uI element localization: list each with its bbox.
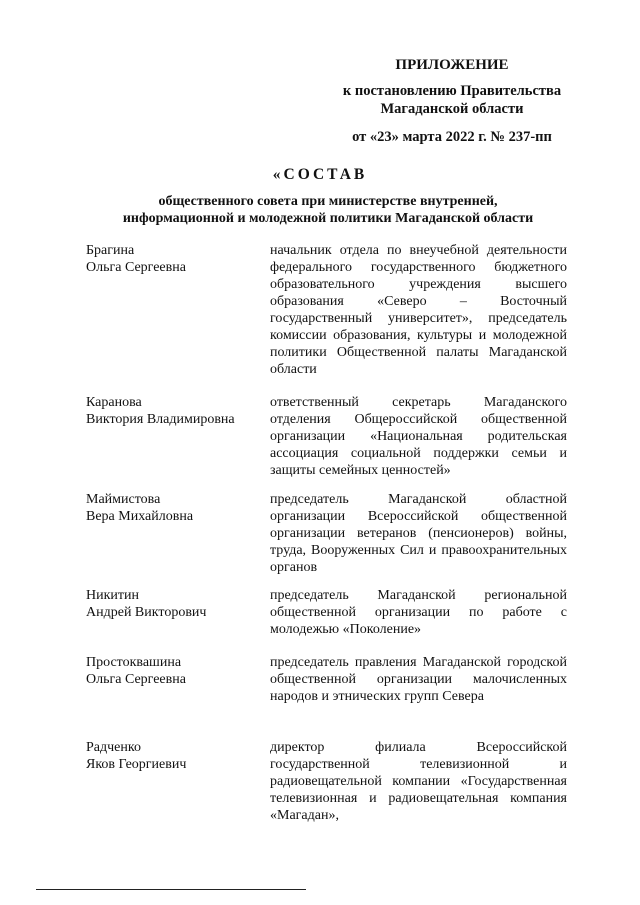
- member-role: председатель Магаданской региональной общественной организации по работе с молодежью «Поколение»: [270, 588, 567, 637]
- member-role: директор филиала Всероссийской государственной телевизионной и радиовещательной компании «Государственная телевизионная и радиовещательная компания «Магадан»,: [270, 740, 567, 823]
- member-given-name: Ольга Сергеевна: [86, 672, 186, 687]
- member-name: [86, 394, 261, 428]
- member-surname: Радченко: [86, 740, 141, 755]
- member-entry: [86, 491, 572, 587]
- document-subtitle: [80, 193, 576, 227]
- member-entry: [86, 394, 572, 491]
- member-name: [86, 739, 261, 773]
- member-entry: [86, 654, 572, 739]
- member-surname: Маймистова: [86, 492, 161, 507]
- member-entry: [86, 587, 572, 654]
- member-name: [86, 491, 261, 525]
- subtitle-line-2: информационной и молодежной политики Магаданской области: [122, 211, 534, 226]
- subtitle-line-1: общественного совета при министерстве внутренней,: [158, 194, 498, 209]
- member-surname: Каранова: [86, 395, 142, 410]
- appendix-date: от «23» марта 2022 г. № 237-пп: [352, 128, 552, 145]
- member-given-name: Виктория Владимировна: [86, 412, 235, 427]
- appendix-title: ПРИЛОЖЕНИЕ: [395, 57, 509, 73]
- appendix-line-1: к постановлению Правительства: [342, 82, 562, 99]
- member-entry: [86, 739, 572, 824]
- member-name: [86, 654, 261, 688]
- member-role: председатель Магаданской областной организации Всероссийской общественной организации ветеранов (пенсионеров) войны, труда, Вооруженных Сил и правоохранительных органов: [270, 492, 567, 575]
- member-given-name: Вера Михайловна: [86, 509, 194, 524]
- member-given-name: Андрей Викторович: [86, 605, 207, 620]
- member-role: ответственный секретарь Магаданского отделения Общероссийской общественной организации «Национальная родительская ассоциация социальной поддержки семьи и защиты семейных ценностей»: [270, 395, 567, 478]
- member-name: [86, 242, 261, 276]
- member-surname: Брагина: [86, 243, 135, 258]
- member-role: начальник отдела по внеучебной деятельности федерального государственного бюджетного образовательного учреждения высшего образования «Северо – Восточный государственный университет», председатель комиссии образования, культуры и молодежной политики Общественной палаты Магаданской области: [270, 243, 567, 377]
- member-surname: Никитин: [86, 588, 139, 603]
- document-heading: «СОСТАВ: [272, 166, 368, 183]
- member-entry: [86, 242, 572, 394]
- footer-rule: [36, 889, 306, 890]
- member-given-name: Ольга Сергеевна: [86, 260, 186, 275]
- member-list: [86, 242, 572, 824]
- member-name: [86, 587, 261, 621]
- member-given-name: Яков Георгиевич: [86, 757, 187, 772]
- appendix-line-2: Магаданской области: [380, 101, 524, 117]
- appendix-header: [338, 56, 566, 146]
- member-role: председатель правления Магаданской городской общественной организации малочисленных народов и этнических групп Севера: [270, 655, 567, 704]
- member-surname: Простоквашина: [86, 655, 182, 670]
